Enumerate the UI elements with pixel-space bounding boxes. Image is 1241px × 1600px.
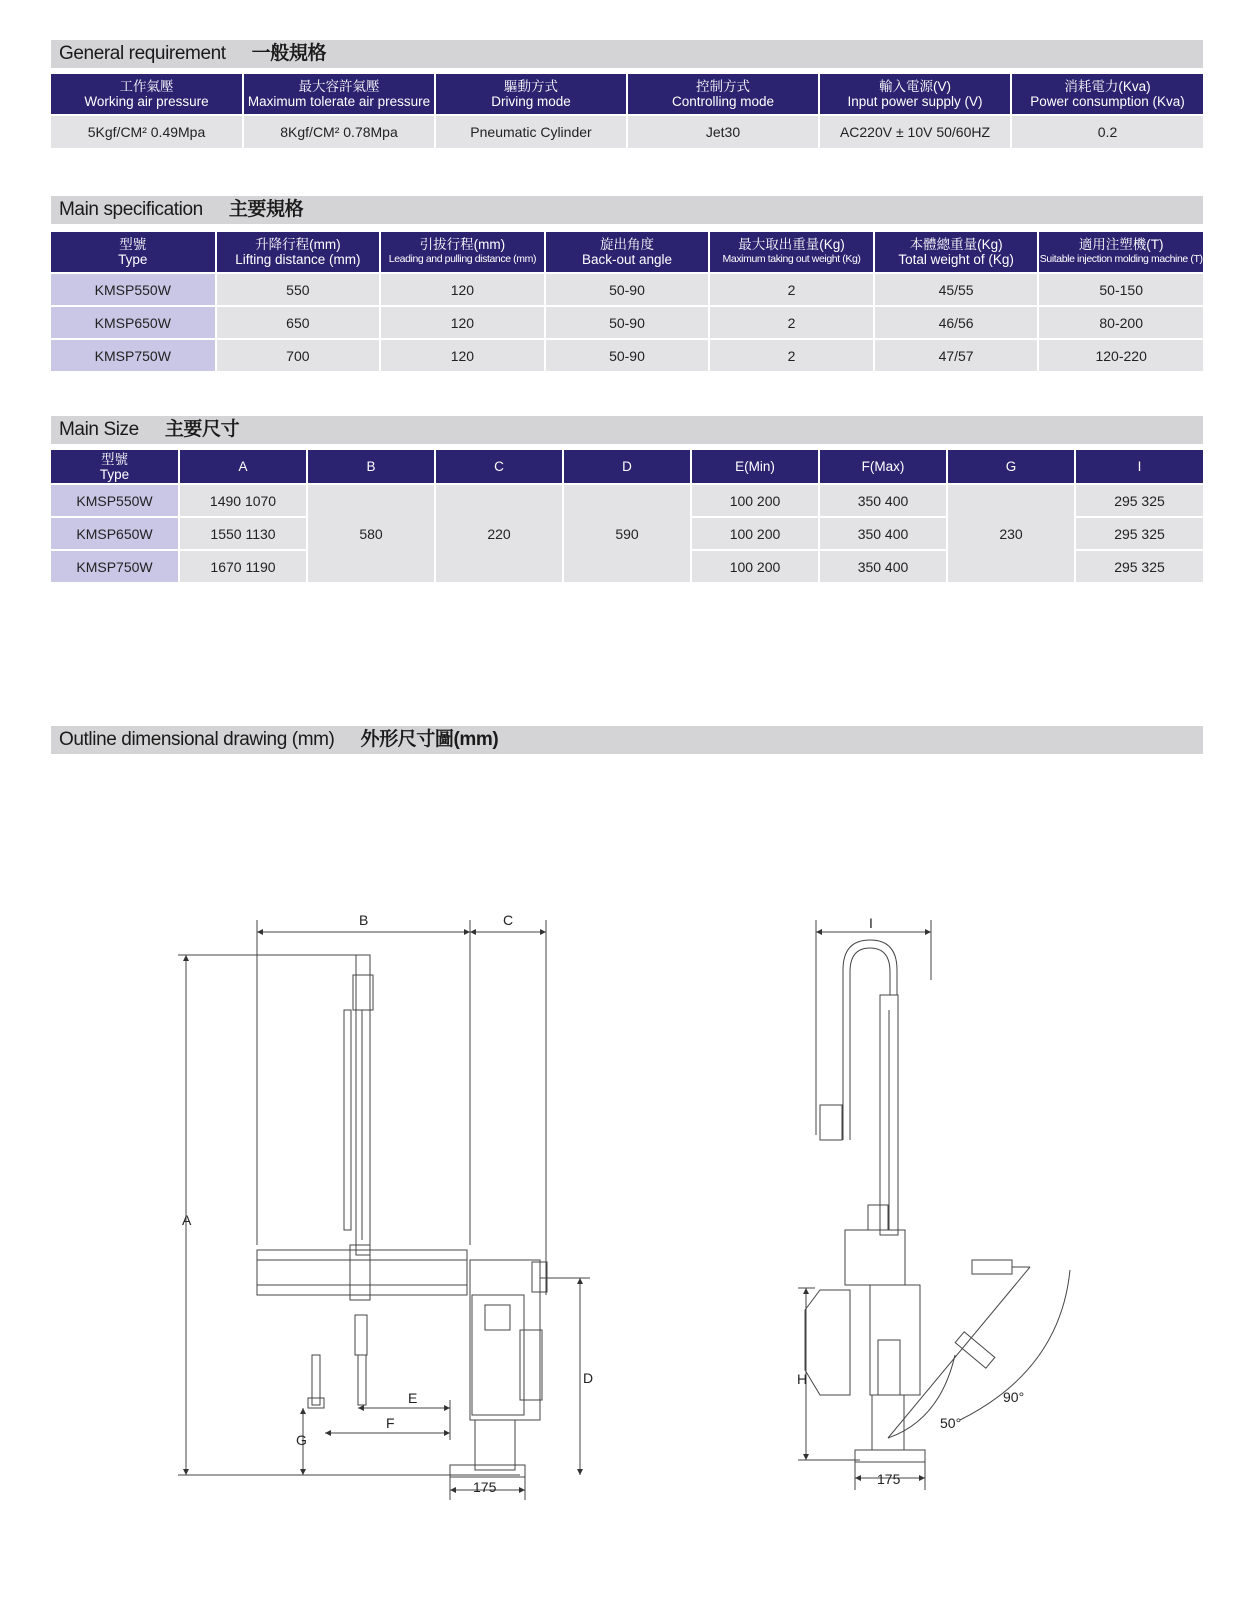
size-e-cell: 100 200 bbox=[691, 517, 819, 550]
spec-cell: 700 bbox=[216, 339, 381, 371]
size-f-cell: 350 400 bbox=[819, 517, 947, 550]
table-row bbox=[51, 339, 1203, 371]
label-h: H bbox=[797, 1371, 808, 1387]
spec-cell: 650 bbox=[216, 306, 381, 339]
value-working-pressure: 5Kgf/CM² 0.49Mpa bbox=[51, 115, 243, 148]
general-header-row bbox=[51, 74, 1203, 115]
general-table bbox=[51, 74, 1203, 148]
header-lifting: 升降行程(mm) Lifting distance (mm) bbox=[216, 232, 381, 273]
size-c-cell: 220 bbox=[435, 484, 563, 582]
spec-section-bar bbox=[51, 196, 1203, 224]
side-view-drawing bbox=[798, 920, 1070, 1490]
size-i-cell: 295 325 bbox=[1075, 484, 1203, 517]
size-e-cell: 100 200 bbox=[691, 484, 819, 517]
label-base-right: 175 bbox=[877, 1471, 901, 1487]
general-section-bar bbox=[51, 40, 1203, 68]
size-a-cell: 1670 1190 bbox=[179, 550, 307, 582]
outline-drawing bbox=[0, 900, 1241, 1520]
size-i-cell: 295 325 bbox=[1075, 550, 1203, 582]
header-size-f: F(Max) bbox=[819, 450, 947, 484]
table-row bbox=[51, 484, 1203, 517]
header-input-power: 輸入電源(V) Input power supply (V) bbox=[819, 74, 1011, 115]
header-size-e: E(Min) bbox=[691, 450, 819, 484]
header-working-pressure: 工作氣壓 Working air pressure bbox=[51, 74, 243, 115]
label-angle-50: 50° bbox=[940, 1415, 962, 1431]
header-size-g: G bbox=[947, 450, 1075, 484]
header-driving-mode: 驅動方式 Driving mode bbox=[435, 74, 627, 115]
label-c: C bbox=[503, 912, 514, 928]
header-size-c: C bbox=[435, 450, 563, 484]
size-i-cell: 295 325 bbox=[1075, 517, 1203, 550]
spec-cell: 46/56 bbox=[874, 306, 1039, 339]
size-d-cell: 590 bbox=[563, 484, 691, 582]
label-base-left: 175 bbox=[473, 1479, 497, 1495]
table-row bbox=[51, 306, 1203, 339]
header-suitable-machine: 適用注塑機(T) Suitable injection molding machine (T) bbox=[1038, 232, 1203, 273]
outline-section-bar bbox=[51, 726, 1203, 754]
size-title-zh: 主要尺寸 bbox=[164, 419, 240, 440]
spec-cell: 50-150 bbox=[1038, 273, 1203, 306]
spec-cell: 120 bbox=[380, 339, 545, 371]
size-table bbox=[51, 450, 1203, 582]
header-max-weight: 最大取出重量(Kg) Maximum taking out weight (Kg) bbox=[709, 232, 874, 273]
size-header-row bbox=[51, 450, 1203, 484]
value-max-pressure: 8Kgf/CM² 0.78Mpa bbox=[243, 115, 435, 148]
header-max-pressure: 最大容許氣壓 Maximum tolerate air pressure bbox=[243, 74, 435, 115]
outline-title-zh: 外形尺寸圖(mm) bbox=[360, 729, 499, 750]
general-title-en: General requirement bbox=[59, 43, 226, 64]
size-section-bar bbox=[51, 416, 1203, 444]
spec-cell: 45/55 bbox=[874, 273, 1039, 306]
size-a-cell: 1550 1130 bbox=[179, 517, 307, 550]
spec-title-en: Main specification bbox=[59, 199, 203, 220]
spec-cell: 47/57 bbox=[874, 339, 1039, 371]
size-type-cell: KMSP650W bbox=[51, 517, 179, 550]
size-g-cell: 230 bbox=[947, 484, 1075, 582]
spec-cell: 50-90 bbox=[545, 273, 710, 306]
outline-title-en: Outline dimensional drawing (mm) bbox=[59, 729, 335, 750]
size-b-cell: 580 bbox=[307, 484, 435, 582]
header-size-i: I bbox=[1075, 450, 1203, 484]
spec-type-cell: KMSP750W bbox=[51, 339, 216, 371]
size-f-cell: 350 400 bbox=[819, 484, 947, 517]
spec-cell: 2 bbox=[709, 306, 874, 339]
label-i: I bbox=[869, 915, 873, 931]
label-b: B bbox=[359, 912, 369, 928]
spec-cell: 120-220 bbox=[1038, 339, 1203, 371]
spec-cell: 2 bbox=[709, 339, 874, 371]
spec-cell: 2 bbox=[709, 273, 874, 306]
header-controlling-mode: 控制方式 Controlling mode bbox=[627, 74, 819, 115]
size-type-cell: KMSP750W bbox=[51, 550, 179, 582]
header-leading: 引拔行程(mm) Leading and pulling distance (mm) bbox=[380, 232, 545, 273]
value-power-consumption: 0.2 bbox=[1011, 115, 1203, 148]
header-size-d: D bbox=[563, 450, 691, 484]
spec-type-cell: KMSP550W bbox=[51, 273, 216, 306]
value-driving-mode: Pneumatic Cylinder bbox=[435, 115, 627, 148]
spec-cell: 80-200 bbox=[1038, 306, 1203, 339]
spec-cell: 550 bbox=[216, 273, 381, 306]
header-type: 型號 Type bbox=[51, 232, 216, 273]
label-g: G bbox=[296, 1432, 307, 1448]
spec-cell: 50-90 bbox=[545, 339, 710, 371]
value-input-power: AC220V ± 10V 50/60HZ bbox=[819, 115, 1011, 148]
header-backout: 旋出角度 Back-out angle bbox=[545, 232, 710, 273]
spec-header-row bbox=[51, 232, 1203, 273]
size-e-cell: 100 200 bbox=[691, 550, 819, 582]
spec-cell: 50-90 bbox=[545, 306, 710, 339]
front-view-drawing bbox=[178, 920, 590, 1500]
size-a-cell: 1490 1070 bbox=[179, 484, 307, 517]
header-power-consumption: 消耗電力(Kva) Power consumption (Kva) bbox=[1011, 74, 1203, 115]
spec-cell: 120 bbox=[380, 306, 545, 339]
table-row bbox=[51, 273, 1203, 306]
header-total-weight: 本體總重量(Kg) Total weight of (Kg) bbox=[874, 232, 1039, 273]
general-title-zh: 一般規格 bbox=[251, 43, 327, 64]
label-e: E bbox=[408, 1390, 418, 1406]
general-value-row bbox=[51, 115, 1203, 148]
size-f-cell: 350 400 bbox=[819, 550, 947, 582]
spec-table bbox=[51, 232, 1203, 371]
label-f: F bbox=[386, 1415, 395, 1431]
label-d: D bbox=[583, 1370, 594, 1386]
size-title-en: Main Size bbox=[59, 419, 139, 440]
spec-cell: 120 bbox=[380, 273, 545, 306]
value-controlling-mode: Jet30 bbox=[627, 115, 819, 148]
label-a: A bbox=[182, 1212, 192, 1228]
spec-title-zh: 主要規格 bbox=[228, 199, 304, 220]
label-angle-90: 90° bbox=[1003, 1389, 1025, 1405]
header-size-b: B bbox=[307, 450, 435, 484]
size-type-cell: KMSP550W bbox=[51, 484, 179, 517]
spec-type-cell: KMSP650W bbox=[51, 306, 216, 339]
header-size-a: A bbox=[179, 450, 307, 484]
header-size-type: 型號 Type bbox=[51, 450, 179, 484]
